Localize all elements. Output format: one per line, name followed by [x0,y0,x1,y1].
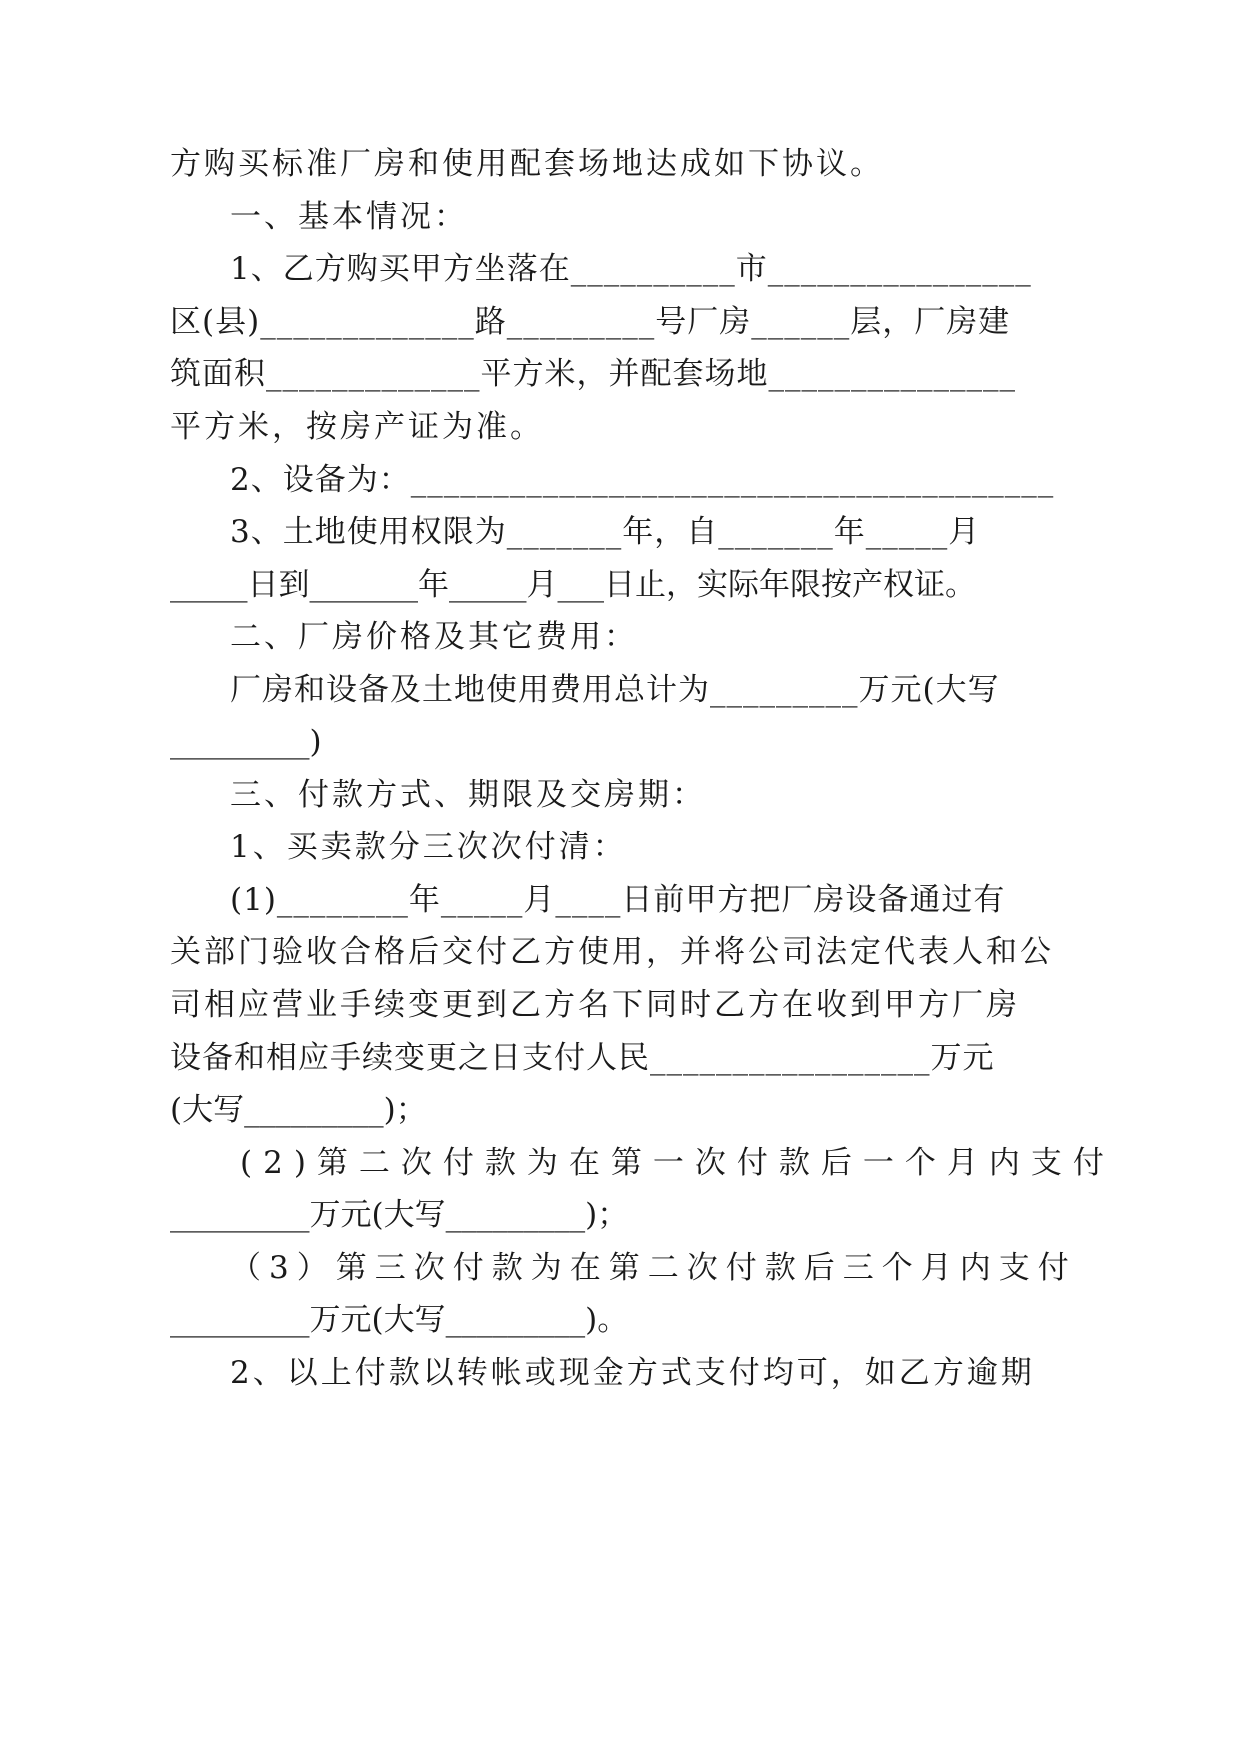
paragraph-line: _____日到_______年_____月___日止，实际年限按产权证。 [170,567,976,603]
section-heading-price: 二、厂房价格及其它费用： [230,619,638,655]
paragraph-line: (2)第二次付款为在第一次付款后一个月内支付 [240,1145,1115,1181]
paragraph-line: _________万元(大写_________)； [170,1197,629,1233]
paragraph-line: 2、设备为：_______________________________________ [230,462,1055,498]
section-heading-payment: 三、付款方式、期限及交房期： [230,777,706,813]
paragraph-line: 方购买标准厂房和使用配套场地达成如下协议。 [170,146,884,182]
paragraph-line: 3、土地使用权限为_______年，自_______年_____月 [230,514,981,550]
paragraph-line: 2、以上付款以转帐或现金方式支付均可，如乙方逾期 [230,1355,1035,1391]
paragraph-line: 司相应营业手续变更到乙方名下同时乙方在收到甲方厂房 [170,987,1020,1023]
paragraph-line: (大写_________)； [170,1092,427,1128]
paragraph-line: 1、买卖款分三次次付清： [230,829,627,865]
paragraph-line: 平方米，按房产证为准。 [170,409,544,445]
paragraph-line: _________万元(大写_________)。 [170,1302,629,1338]
paragraph-line: （3）第三次付款为在第二次付款后三个月内支付 [230,1250,1077,1286]
paragraph-line: (1)________年_____月____日前甲方把厂房设备通过有 [230,882,1006,918]
paragraph-line: 区(县)_____________路_________号厂房______层，厂房建 [170,304,1011,340]
paragraph-line: 筑面积_____________平方米，并配套场地_______________ [170,356,1016,392]
paragraph-line: _________) [170,724,322,760]
paragraph-line: 厂房和设备及土地使用费用总计为_________万元(大写 [230,672,1000,708]
section-heading-basic-info: 一、基本情况： [230,199,468,235]
paragraph-line: 设备和相应手续变更之日支付人民_________________万元 [170,1040,995,1076]
paragraph-line: 1、乙方购买甲方坐落在__________市________________ [230,251,1032,287]
paragraph-line: 关部门验收合格后交付乙方使用，并将公司法定代表人和公 [170,934,1054,970]
